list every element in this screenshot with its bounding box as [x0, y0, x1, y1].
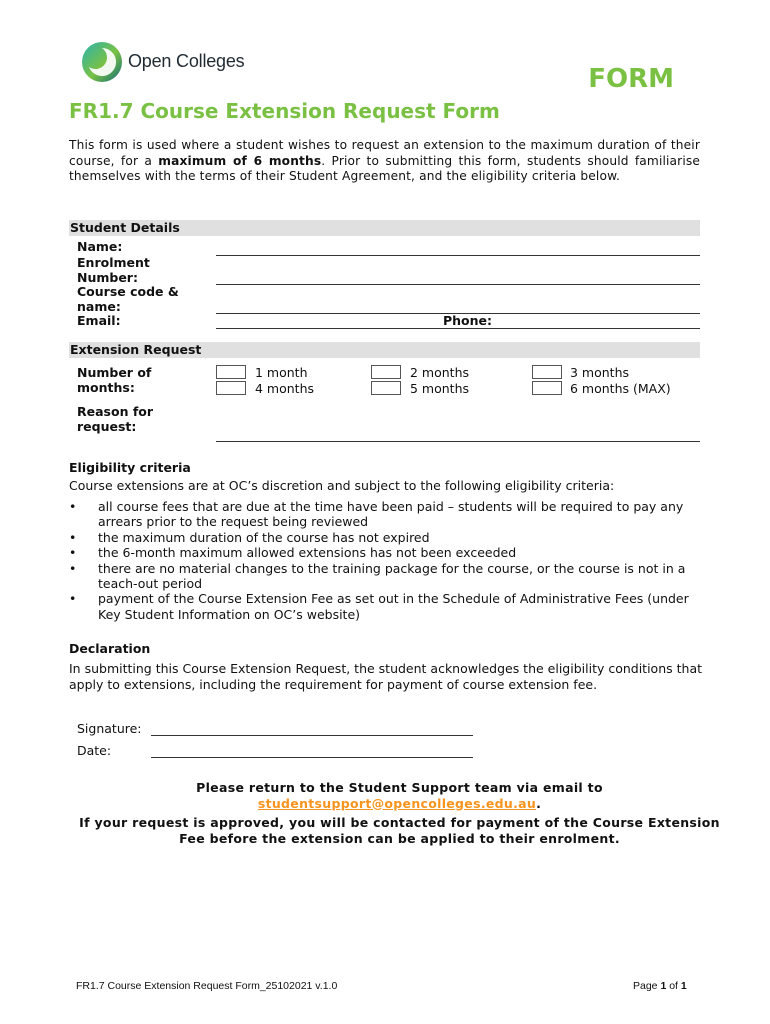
option-3-months: 3 months	[570, 365, 630, 380]
name-label: Name:	[77, 239, 123, 254]
option-6-months: 6 months (MAX)	[570, 381, 671, 396]
return-line-1: Please return to the Student Support team via email to	[196, 780, 603, 795]
enrolment-field[interactable]	[216, 284, 700, 285]
name-field[interactable]	[216, 255, 700, 256]
list-item: • the maximum duration of the course has not expired	[69, 530, 709, 545]
page-title: FR1.7 Course Extension Request Form	[69, 99, 500, 123]
checkbox-group-2	[371, 365, 401, 396]
list-item: • the 6-month maximum allowed extensions has not been exceeded	[69, 545, 709, 560]
signature-field[interactable]	[151, 735, 473, 736]
list-item: • payment of the Course Extension Fee as set out in the Schedule of Administrative Fees (under Key Student Information on OC’s website)	[69, 591, 709, 622]
open-colleges-logo	[80, 40, 260, 84]
student-details-header	[69, 220, 700, 236]
option-4-months: 4 months	[255, 381, 315, 396]
email-phone-field[interactable]	[216, 328, 700, 329]
eligibility-list	[69, 499, 709, 622]
months-label: Number of months:	[77, 365, 152, 395]
reason-field[interactable]	[216, 441, 700, 442]
page-total: 1	[680, 980, 687, 992]
logo-text: Open Colleges	[128, 51, 245, 71]
checkbox-4-months[interactable]	[216, 381, 246, 395]
date-label: Date:	[77, 743, 112, 758]
extension-request-heading: Extension Request	[70, 342, 202, 357]
intro-text-1: This form is used where a student wishes to request an extension to the maximum duration of their course, for a	[69, 138, 700, 168]
return-instructions	[69, 780, 730, 811]
declaration-heading: Declaration	[69, 641, 151, 656]
checkbox-group-3	[532, 365, 562, 396]
option-2-months: 2 months	[410, 365, 470, 380]
course-label: Course code & name:	[77, 284, 179, 314]
logo-circle-icon	[80, 40, 124, 84]
phone-label: Phone:	[443, 313, 493, 328]
option-5-months: 5 months	[410, 381, 470, 396]
intro-bold: maximum of 6 months	[158, 153, 322, 168]
email-link[interactable]: studentsupport@opencolleges.edu.au	[257, 795, 537, 811]
declaration-text: In submitting this Course Extension Request, the student acknowledges the eligibility conditions that apply to extensions, including the requirement for payment of course extension fee.	[69, 661, 703, 692]
checkbox-1-month[interactable]	[216, 365, 246, 379]
checkbox-6-months[interactable]	[532, 381, 562, 395]
option-1-month: 1 month	[255, 365, 308, 380]
email-period: .	[536, 795, 542, 811]
checkbox-5-months[interactable]	[371, 381, 401, 395]
footer-doc-id: FR1.7 Course Extension Request Form_25102021 v.1.0	[76, 980, 338, 992]
eligibility-heading: Eligibility criteria	[69, 460, 191, 475]
page-num: 1	[660, 980, 667, 992]
date-field[interactable]	[151, 757, 473, 758]
footer-page-number	[633, 980, 687, 992]
of-word: of	[669, 980, 678, 992]
eligibility-intro: Course extensions are at OC’s discretion and subject to the following eligibility criteria:	[69, 478, 615, 493]
intro-text-2: . Prior to submitting this form, students should familiarise themselves with the terms of their Student Agreement, and the eligibility criteria below.	[69, 153, 701, 184]
list-item: • there are no material changes to the training package for the course, or the course is not in a teach-out period	[69, 561, 709, 592]
checkbox-2-months[interactable]	[371, 365, 401, 379]
return-line-2	[69, 796, 730, 812]
enrolment-label: Enrolment Number:	[77, 255, 150, 285]
email-label: Email:	[77, 313, 121, 328]
student-details-heading: Student Details	[70, 220, 180, 235]
page-word: Page	[633, 980, 658, 992]
extension-request-header	[69, 342, 700, 358]
form-tag: FORM	[588, 64, 674, 94]
intro-paragraph	[69, 138, 700, 185]
approval-notice: If your request is approved, you will be contacted for payment of the Course Extension Fee before the extension can be applied to their enrolment.	[79, 815, 720, 846]
checkbox-group-1	[216, 365, 246, 396]
list-item: • all course fees that are due at the time have been paid – students will be required to pay any arrears prior to the request being reviewed	[69, 499, 709, 530]
signature-label: Signature:	[77, 721, 142, 736]
reason-label: Reason for request:	[77, 404, 154, 434]
checkbox-3-months[interactable]	[532, 365, 562, 379]
